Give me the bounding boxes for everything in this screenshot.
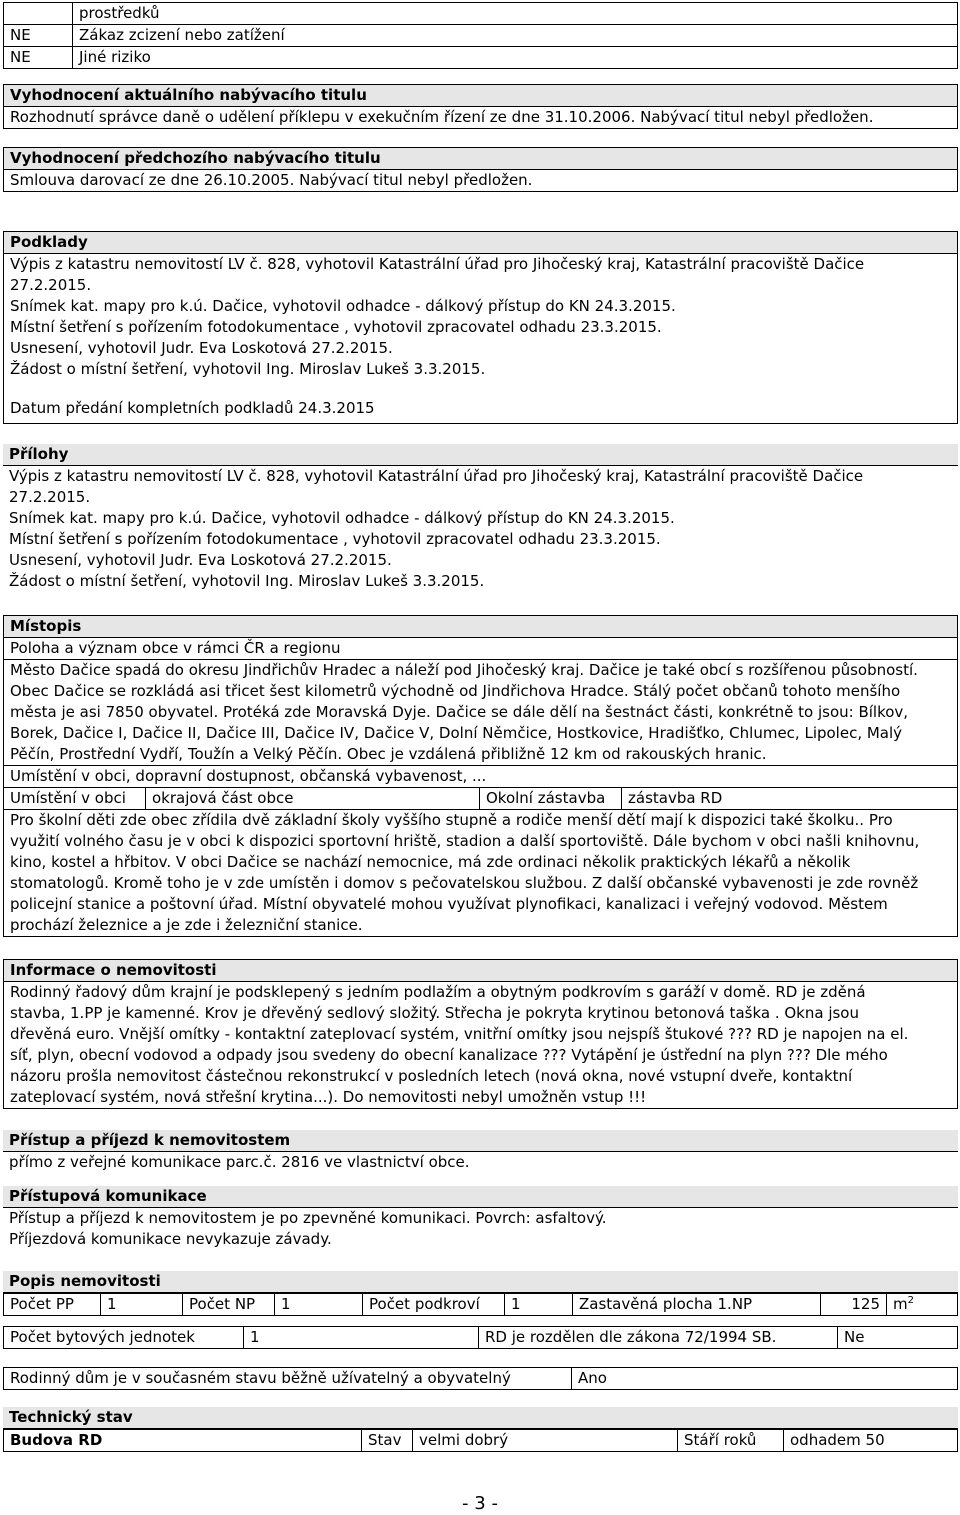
popis-row1-table xyxy=(3,1293,958,1316)
mistopis-section xyxy=(3,615,958,937)
current-title-heading: Vyhodnocení aktuálního nabývacího titulu xyxy=(4,85,957,106)
units-value: 1 xyxy=(244,1327,479,1349)
current-title-section xyxy=(3,84,958,129)
amenity-line: prochází železnice a je zde i železniční stanice. xyxy=(10,916,363,934)
popis-section xyxy=(3,1271,958,1390)
popis-heading: Popis nemovitosti xyxy=(3,1271,958,1293)
mistopis-line: Borek, Dačice I, Dačice II, Dačice III, Dačice IV, Dačice V, Dolní Němčice, Hostkovice, Hradišťko, Chlumec, Lipolec, Malý xyxy=(10,724,903,742)
np-label: Počet NP xyxy=(183,1294,275,1316)
prilohy-line: Místní šetření s pořízením fotodokumentace , vyhotovil zpracovatel odhadu 23.3.2015. xyxy=(9,530,661,548)
informace-section xyxy=(3,959,958,1109)
surroundings-value: zástavba RD xyxy=(622,788,958,810)
popis-row2-table xyxy=(3,1326,958,1349)
popis-row3-table xyxy=(3,1367,958,1390)
mistopis-line: Obec Dačice se rozkládá asi třicet šest kilometrů východně od Jindřichova Hradce. Stálý počet občanů tohoto menšího xyxy=(10,682,901,700)
plocha-label: Zastavěná plocha 1.NP xyxy=(573,1294,821,1316)
amenity-line: Pro školní děti zde obec zřídila dvě základní školy vyššího stupně a rodiče menší dětí mají k dispozici také školku.. Pro xyxy=(10,811,893,829)
mistopis-subheading: Poloha a význam obce v rámci ČR a regionu xyxy=(4,637,957,659)
pp-label: Počet PP xyxy=(4,1294,101,1316)
surroundings-label: Okolní zástavba xyxy=(480,788,622,810)
usable-label: Rodinný dům je v současném stavu běžně užívatelný a obyvatelný xyxy=(4,1368,572,1390)
previous-title-text: Smlouva darovací ze dne 26.10.2005. Nabývací titul nebyl předložen. xyxy=(4,169,957,191)
placement-table xyxy=(3,787,958,810)
previous-title-heading: Vyhodnocení předchozího nabývacího titulu xyxy=(4,148,957,169)
prilohy-heading: Přílohy xyxy=(3,444,958,466)
split-value: Ne xyxy=(838,1327,958,1349)
plocha-unit-exp: 2 xyxy=(907,1295,914,1306)
risk-text: Jiné riziko xyxy=(73,47,958,69)
podklady-line: Žádost o místní šetření, vyhotovil Ing. Miroslav Lukeš 3.3.2015. xyxy=(10,360,486,378)
podklady-line: Místní šetření s pořízením fotodokumentace , vyhotovil zpracovatel odhadu 23.3.2015. xyxy=(10,318,662,336)
technicky-table xyxy=(3,1429,958,1452)
informace-line: názoru prošla nemovitost částečnou rekonstrukcí v posledních letech (nová okna, nové vstupní dveře, kontaktní xyxy=(10,1067,853,1085)
np-value: 1 xyxy=(275,1294,363,1316)
age-label: Stáří roků xyxy=(678,1430,784,1452)
amenity-line: stomatologů. Kromě toho je v zde umístěn i domov s pečovatelskou službou. Z další občanské vybavenosti je zde rovněž xyxy=(10,874,919,892)
page-number: - 3 - xyxy=(462,1493,498,1514)
informace-heading: Informace o nemovitosti xyxy=(4,960,957,981)
podklady-line: 27.2.2015. xyxy=(10,276,92,294)
amenity-line: využití volného času je v obci k dispozici sportovní hriště, stadion a další sportoviště. Dále bychom v obci našli knihovnu, xyxy=(10,832,920,850)
plocha-unit-text: m xyxy=(893,1295,908,1313)
technicky-heading: Technický stav xyxy=(3,1407,958,1429)
current-title-text: Rozhodnutí správce daně o udělení příklepu v exekučním řízení ze dne 31.10.2006. Nabývací titul nebyl předložen. xyxy=(4,106,957,128)
table-row xyxy=(4,1294,958,1316)
podklady-line: Výpis z katastru nemovitostí LV č. 828, vyhotovil Katastrální úřad pro Jihočeský kraj, Katastrální pracoviště Dačice xyxy=(10,255,865,273)
podklady-heading: Podklady xyxy=(4,232,957,253)
amenity-line: policejní stanice a poštovní úřad. Místní obyvatelé mohou využívat plynofikaci, kanalizaci i veřejný vodovod. Městem xyxy=(10,895,888,913)
age-value: odhadem 50 xyxy=(784,1430,958,1452)
risk-flag: NE xyxy=(4,47,73,69)
plocha-value: 125 xyxy=(821,1294,887,1316)
podklady-date: Datum předání kompletních podkladů 24.3.2015 xyxy=(10,399,375,417)
mistopis-line: Město Dačice spadá do okresu Jindřichův Hradec a náleží pod Jihočeský kraj. Dačice je také obcí s rozšířenou působností. xyxy=(10,661,918,679)
plocha-unit xyxy=(887,1294,958,1316)
table-row xyxy=(4,1368,958,1390)
pristup-heading: Přístup a příjezd k nemovitostem xyxy=(3,1130,958,1152)
risk-text: Zákaz zcizení nebo zatížení xyxy=(73,25,958,47)
mistopis-line: města je asi 7850 obyvatel. Protéká zde Moravská Dyje. Dačice se dále dělí na šestnáct části, konkrétně to jsou: Bílkov, xyxy=(10,703,909,721)
komunikace-section xyxy=(3,1186,958,1250)
table-row xyxy=(4,1430,958,1452)
informace-line: dřevěná euro. Vnější omítky - kontaktní zateplovací systém, vnitřní omítky jsou nejspíš štukové ??? RD je napojen na el. xyxy=(10,1025,909,1043)
informace-line: síť, plyn, obecní vodovod a odpady jsou svedeny do obecní kanalizace ??? Vytápění je ústřední na plyn ??? Dle mého xyxy=(10,1046,888,1064)
komunikace-line: Příjezdová komunikace nevykazuje závady. xyxy=(9,1230,332,1248)
informace-line: zateplovací systém, nová střešní krytina...). Do nemovitosti nebyl umožněn vstup !!! xyxy=(10,1088,647,1106)
podkrovi-value: 1 xyxy=(505,1294,573,1316)
table-row xyxy=(4,3,958,25)
podkrovi-label: Počet podkroví xyxy=(363,1294,505,1316)
previous-title-section xyxy=(3,147,958,192)
risk-flag xyxy=(4,3,73,25)
prilohy-line: Výpis z katastru nemovitostí LV č. 828, vyhotovil Katastrální úřad pro Jihočeský kraj, Katastrální pracoviště Dačice xyxy=(9,467,864,485)
risk-text: prostředků xyxy=(73,3,958,25)
building-item: Budova RD xyxy=(4,1430,362,1452)
units-label: Počet bytových jednotek xyxy=(4,1327,244,1349)
risk-table xyxy=(3,2,958,69)
pp-value: 1 xyxy=(101,1294,183,1316)
placement-label: Umístění v obci xyxy=(4,788,146,810)
prilohy-line: Snímek kat. mapy pro k.ú. Dačice, vyhotovil odhadce - dálkový přístup do KN 24.3.2015. xyxy=(9,509,675,527)
mistopis-heading: Místopis xyxy=(4,616,957,637)
podklady-line: Usnesení, vyhotovil Judr. Eva Loskotová 27.2.2015. xyxy=(10,339,393,357)
podklady-line: Snímek kat. mapy pro k.ú. Dačice, vyhotovil odhadce - dálkový přístup do KN 24.3.2015. xyxy=(10,297,676,315)
split-label: RD je rozdělen dle zákona 72/1994 SB. xyxy=(479,1327,838,1349)
pristup-section xyxy=(3,1130,958,1173)
pristup-text: přímo z veřejné komunikace parc.č. 2816 ve vlastnictví obce. xyxy=(9,1153,470,1171)
informace-line: Rodinný řadový dům krajní je podsklepený s jedním podlažím a obytným podkrovím s garáží v domě. RD je zděná xyxy=(10,983,866,1001)
prilohy-line: 27.2.2015. xyxy=(9,488,91,506)
placement-heading: Umístění v obci, dopravní dostupnost, občanská vybavenost, ... xyxy=(4,765,957,787)
stav-label: Stav xyxy=(362,1430,413,1452)
komunikace-heading: Přístupová komunikace xyxy=(3,1186,958,1208)
mistopis-line: Pěčín, Prostřední Vydří, Toužín a Velký Pěčín. Obec je vzdálená přibližně 12 km od rakouských hranic. xyxy=(10,745,767,763)
table-row xyxy=(4,25,958,47)
table-row xyxy=(4,1327,958,1349)
amenity-line: kino, kostel a hřbitov. V obci Dačice se nachází nemocnice, má zde ordinaci několik praktických lékařů a několik xyxy=(10,853,851,871)
prilohy-line: Žádost o místní šetření, vyhotovil Ing. Miroslav Lukeš 3.3.2015. xyxy=(9,572,485,590)
table-row xyxy=(4,788,958,810)
usable-value: Ano xyxy=(572,1368,958,1390)
risk-flag: NE xyxy=(4,25,73,47)
podklady-section xyxy=(3,231,958,424)
placement-value: okrajová část obce xyxy=(146,788,480,810)
stav-value: velmi dobrý xyxy=(413,1430,678,1452)
komunikace-line: Přístup a příjezd k nemovitostem je po zpevněné komunikaci. Povrch: asfaltový. xyxy=(9,1209,607,1227)
technicky-section xyxy=(3,1407,958,1452)
prilohy-section xyxy=(3,444,958,592)
informace-line: stavba, 1.PP je kamenné. Krov je dřevěný sedlový složitý. Střecha je pokryta krytinou betonová taška . Okna jsou xyxy=(10,1004,859,1022)
table-row xyxy=(4,47,958,69)
prilohy-line: Usnesení, vyhotovil Judr. Eva Loskotová 27.2.2015. xyxy=(9,551,392,569)
